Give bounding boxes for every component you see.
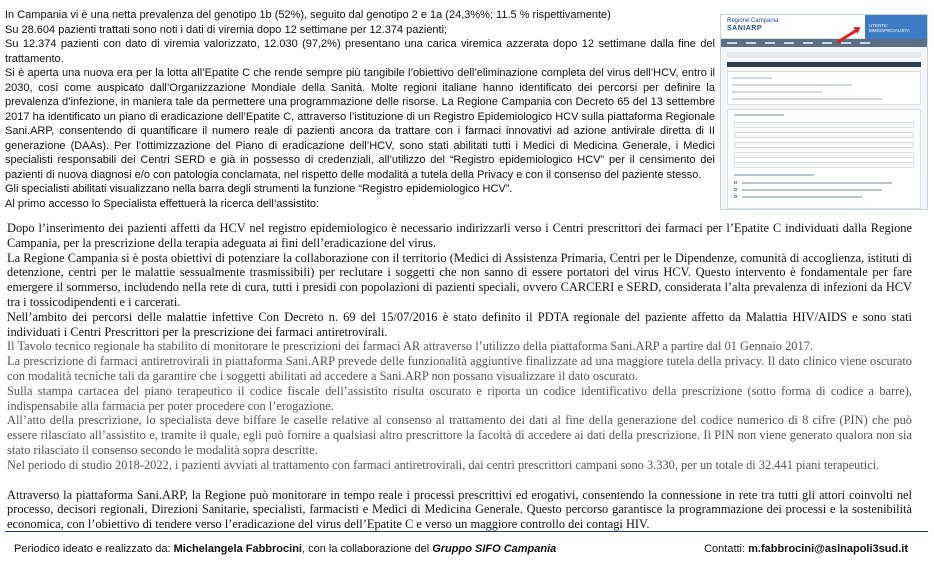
footer-divider (5, 531, 928, 532)
footer-middle: , con la collaborazione del (301, 543, 433, 555)
footer-contacts (704, 543, 908, 556)
viremia-known-paragraph: Su 28.604 pazienti trattati sono noti i dati di viremia dopo 12 settimane per 12.374 pazienti; (5, 23, 448, 36)
viremia-zero-paragraph: Su 12.374 pazienti con dato di viremia valorizzato, 12.030 (97,2%) presentano una carica viremica azzerata dopo 12 settimane dalla fine del trattamento. (5, 38, 715, 65)
registry-form-panel (727, 109, 921, 209)
footer-group: Gruppo SIFO Campania (432, 543, 557, 555)
hiv-pdta-paragraph: Nell’ambito dei percorsi delle malattie infettive Con Decreto n. 69 del 15/07/2016 è stato definito il PDTA regionale del paziente affetto da Malattia HIV/AIDS e sono stati individuati i Centri Prescrittori per la prescrizione dei farmaci antiretrovirali. (7, 309, 912, 339)
logo-brand-text: SANIARP (727, 25, 763, 32)
footer-author: Michelangela Fabbrocini (173, 543, 302, 555)
territory-collaboration-paragraph: La Regione Campania si è posta obiettivi di potenziare la collaborazione con il territorio (Medici di Assistenza Primaria, Centri per le Dipendenze, comunità di accoglienza, istituti di detenzione, centri per le malattie sessualmente trasmissibili) per reclutare i soggetti che non sanno di essere portatori del virus HCV. Questo intervento è fondamentale per fare emergere il sommerso, includendo nella rete di cura, tutti i presidi con popolazioni di pazienti speciali, ovvero CARCERI e SERD, considerata l’alta prevalenza di infezioni da HCV tra i tossicodipendenti e i carcerati. (7, 250, 912, 309)
technical-table-paragraph: Il Tavolo tecnico regionale ha stabilito di monitorare le prescrizioni dei farmaci AR attraverso l’utilizzo della piattaforma Sani.ARP a partire dal 01 Gennaio 2017. (7, 339, 813, 354)
saniarp-logo (727, 18, 778, 32)
search-panel (727, 71, 921, 105)
saniarp-nav-bar (721, 39, 927, 47)
privacy-paragraph: La prescrizione di farmaci antiretrovirali in piattaforma Sani.ARP prevede delle funzionalità aggiuntive finalizzate ad una maggiore tutela della privacy. Il dato clinico viene oscurato con modalità tecniche tali da garantire che i soggetti abilitati ad accedere a Sani.ARP non possano visualizzare il dato oscurato. (7, 354, 912, 383)
contacts-label: Contatti: (704, 543, 749, 555)
footer-credits (14, 543, 556, 556)
saniarp-header (721, 15, 927, 39)
prescriber-centers-paragraph: Dopo l’inserimento dei pazienti affetti da HCV nel registro epidemiologico è necessario indirizzarli verso i Centri prescrittori dei farmaci per l’Epatite C individuati dalla Regione Campania, per la prescrizione della terapia adeguata ai fini dell’eradicazione del virus. (7, 221, 912, 250)
eradication-plan-paragraph: Si è aperta una nuova era per la lotta all’Epatite C che rende sempre più tangibile l’obiettivo dell’eliminazione completa del virus dell’HCV, entro il 2030, così come auspicato dall’Organizzazione Mondiale della Sanità. Molte regioni italiane hanno identificato dei percorsi per definire la prevalenza d’infezione, in maniera tale da permettere una programmazione delle risorse. La Regione Campania con Decreto 65 del 13 settembre 2017 ha identificato un piano di eradicazione dell’Epatite C, attraverso l’istituzione di un Registro Epidemiologico HCV sulla piattaforma Regionale Sani.ARP, consentendo di quantificare il numero reale di pazienti ancora da trattare con i farmaci innovativi ad azione antivirale diretta di II generazione (DAAs). Per l’ottimizzazione del Piano di eradicazione dell’HCV, sono stati abilitati tutti i Medici di Medicina Generale, i Medici specialisti responsabili dei Centri SERD e già in possesso di credenziali, all’utilizzo del “Registro epidemiologico HCV” per il censimento dei pazienti di nuova diagnosi e/o con patologia conclamata, nel rispetto delle modalità a tutela della Privacy e con il consenso del paziente stesso. (5, 67, 715, 181)
body-text-block (7, 221, 912, 532)
pin-paragraph: All’atto della prescrizione, lo specialista deve biffare le caselle relative al consenso al trattamento dei dati al fine della generazione del codice numerico di 8 cifre (PIN) che può essere rilasciato all’assistito e, tramite il quale, egli può fornire a qualsiasi altro prescrittore la facoltà di accedere ai dati della prescrizione. Il PIN non viene generato qualora non sia stato rilasciato il consenso secondo le modalità sopra descritte. (7, 413, 912, 457)
genotype-paragraph: In Campania vi è una netta prevalenza del genotipo 1b (52%), seguito dal genotipo 2 e 1a (24,3%%; 11.5 % rispettivamente) (5, 9, 611, 21)
intro-text-block (5, 8, 715, 211)
printout-paragraph: Sulla stampa cartacea del piano terapeutico il codice fiscale dell’assistito risulta oscurato e riporta un codice identificativo della prescrizione (sotto forma di codice a barre), indispensabile alla farmacia per poter procedere con l’erogazione. (7, 383, 912, 413)
user-bar: UTENTE: MMG/SPECIALISTA (865, 15, 927, 39)
contact-email[interactable]: m.fabbrocini@aslnapoli3sud.it (748, 543, 908, 555)
first-access-paragraph: Al primo accesso lo Specialista effettuerà la ricerca dell’assistito: (5, 197, 320, 210)
study-period-paragraph: Nel periodo di studio 2018-2022, i pazienti avviati al trattamento con farmaci antiretrovirali, dai centri prescrittori campani sono 3.330, per un totale di 32.441 piani terapeutici. (7, 457, 880, 472)
saniarp-screenshot-image (720, 14, 928, 210)
footer-prefix: Periodico ideato e realizzato da: (14, 543, 174, 555)
logo-region-text: Regione Campania (727, 18, 779, 24)
search-strip (727, 52, 921, 58)
toolbar-function-paragraph: Gli specialisti abilitati visualizzano nella barra degli strumenti la funzione “Registro epidemiologico HCV”. (5, 183, 513, 195)
section-bar (727, 62, 921, 67)
conclusion-paragraph: Attraverso la piattaforma Sani.ARP, la Regione può monitorare in tempo reale i processi prescrittivi ed erogativi, consentendo la connessione in rete tra tutti gli attori coinvolti nel processo, decisori regionali, Direzioni Sanitarie, specialisti, farmacisti e Medici di Medicina Generale. Questo percorso garantisce la programmazione dei processi e la sostenibilità economica, con l’obiettivo di tendere verso l’eradicazione del virus dell’Epatite C e verso un maggiore controllo dei contagi HIV. (7, 487, 912, 532)
